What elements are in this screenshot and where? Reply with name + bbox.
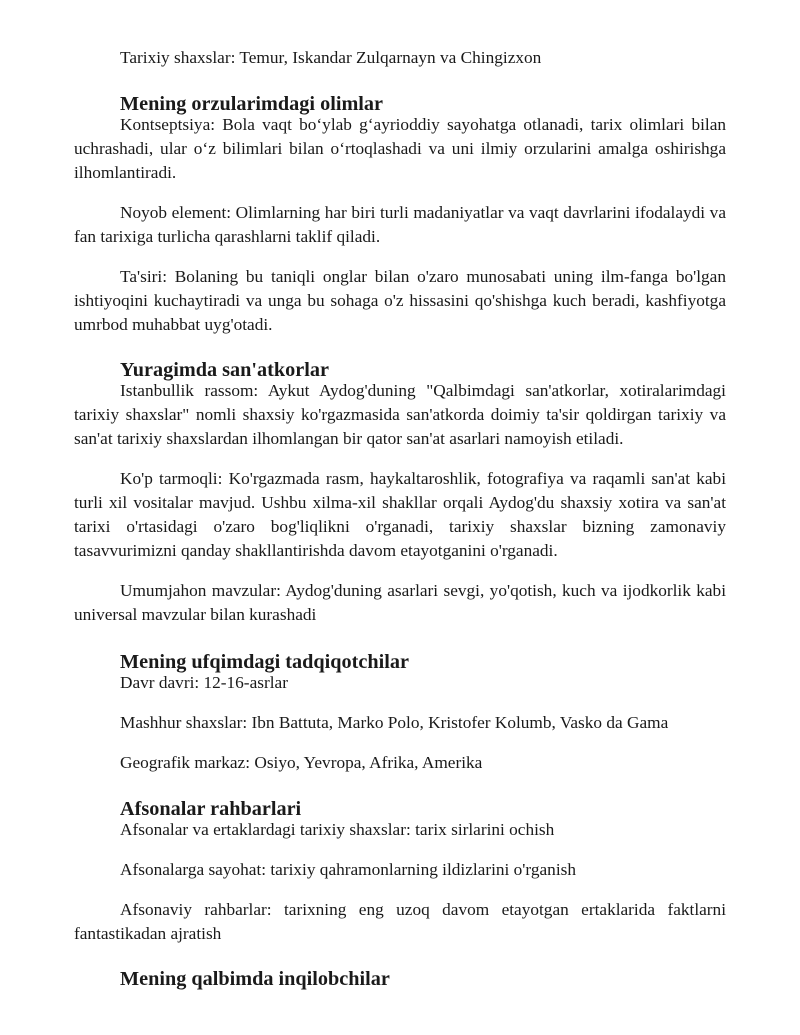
paragraph-geografik-markaz: Geografik markaz: Osiyo, Yevropa, Afrika, Amerika xyxy=(120,753,483,772)
heading-olimlar: Mening orzularimdagi olimlar xyxy=(120,93,384,115)
paragraph-umumjahon-mavzular: Umumjahon mavzular: Aydog'duning asarlari sevgi, yo'qotish, kuch va ijodkorlik kabi universal mavzular bilan kurashadi xyxy=(74,581,726,624)
paragraph-istanbullik-rassom: Istanbullik rassom: Aykut Aydog'duning "Qalbimdagi san'atkorlar, xotiralarimdagi tarixiy shaxslar" nomli shaxsiy ko'rgazmasida san'atkorda doimiy ta'sir qoldirgan tarixiy va san'at tarixiy shaxslardan ilhomlangan bir qator san'at asarlari namoyish etiladi. xyxy=(74,381,726,448)
paragraph-tasiri: Ta'siri: Bolaning bu taniqli onglar bilan o'zaro munosabati uning ilm-fanga bo'lgan ishtiyoqini kuchaytiradi va unga bu sohaga o'z hissasini qo'shishga kuch beradi, kashfiyotga umrbod muhabbat uyg'otadi. xyxy=(74,267,726,334)
paragraph-davr-davri: Davr davri: 12-16-asrlar xyxy=(120,673,288,692)
heading-afsonalar: Afsonalar rahbarlari xyxy=(120,798,302,820)
paragraph-afsonalarga-sayohat: Afsonalarga sayohat: tarixiy qahramonlarning ildizlarini o'rganish xyxy=(120,860,576,879)
heading-sanatkorlar: Yuragimda san'atkorlar xyxy=(120,359,329,381)
heading-tadqiqotchilar: Mening ufqimdagi tadqiqotchilar xyxy=(120,651,409,673)
paragraph-afsonalar-ertaklar: Afsonalar va ertaklardagi tarixiy shaxslar: tarix sirlarini ochish xyxy=(120,820,555,839)
paragraph-kontseptsiya: Kontseptsiya: Bola vaqt bo‘ylab g‘ayrioddiy sayohatga otlanadi, tarix olimlari bilan uchrashadi, ular o‘z bilimlari bilan o‘rtoqlashadi va uni ilmiy orzularini amalga oshirishga ilhomlantiradi. xyxy=(74,115,726,182)
paragraph-tarixiy-shaxslar: Tarixiy shaxslar: Temur, Iskandar Zulqarnayn va Chingizxon xyxy=(120,48,542,67)
paragraph-kop-tarmoqli: Ko'p tarmoqli: Ko'rgazmada rasm, haykaltaroshlik, fotografiya va raqamli san'at kabi turli xil vositalar mavjud. Ushbu xilma-xil shakllar orqali Aydog'du shaxsiy xotira va san'at tarixi o'rtasidagi o'zaro bog'liqlikni o'rganadi, tarixiy shaxslar bizning zamonaviy tasavvurimizni qanday shakllantirishda davom etayotganini o'rganadi. xyxy=(74,469,726,560)
paragraph-afsonaviy-rahbarlar: Afsonaviy rahbarlar: tarixning eng uzoq davom etayotgan ertaklarida faktlarni fantastikadan ajratish xyxy=(74,900,726,943)
paragraph-noyob-element: Noyob element: Olimlarning har biri turli madaniyatlar va vaqt davrlarini ifodalaydi va fan tarixiga turlicha qarashlarni taklif qiladi. xyxy=(74,203,726,246)
heading-inqilobchilar: Mening qalbimda inqilobchilar xyxy=(120,968,390,990)
paragraph-mashhur-shaxslar: Mashhur shaxslar: Ibn Battuta, Marko Polo, Kristofer Kolumb, Vasko da Gama xyxy=(120,713,669,732)
